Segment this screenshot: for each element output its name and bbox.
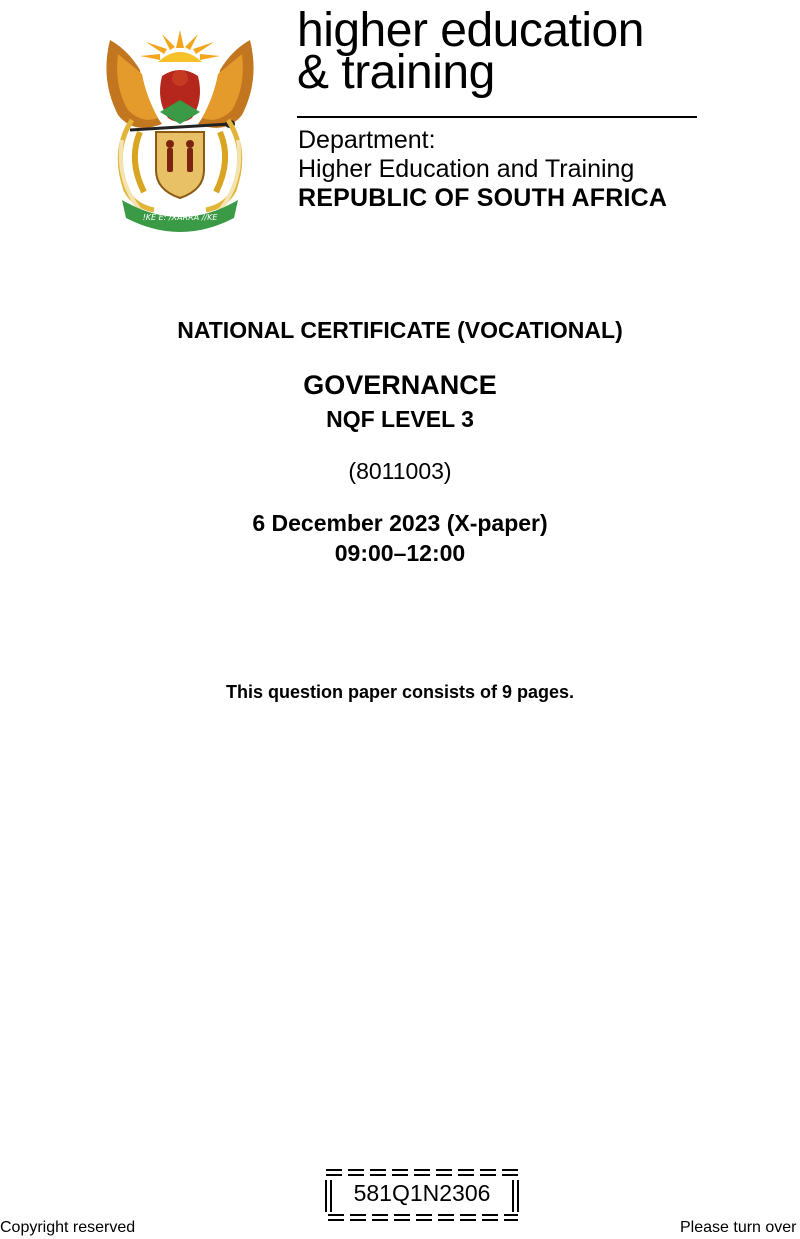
brand-line-2: & training [297, 46, 495, 99]
brand-divider [297, 116, 697, 118]
exam-date: 6 December 2023 (X-paper) [252, 510, 548, 536]
copyright-notice: Copyright reserved [0, 1219, 136, 1236]
department-name: Higher Education and Training [298, 155, 635, 183]
certificate-title: NATIONAL CERTIFICATE (VOCATIONAL) [177, 317, 623, 343]
page-count-note: This question paper consists of 9 pages. [225, 682, 575, 702]
nqf-level: NQF LEVEL 3 [326, 406, 474, 432]
turn-over-note: Please turn over [680, 1219, 797, 1236]
brand-wordmark [297, 4, 644, 99]
crest-motto: !KE E: /XARRA //KE [142, 213, 218, 222]
department-label: Department: [298, 126, 436, 154]
coat-of-arms-logo [100, 20, 260, 232]
paper-code: 581Q1N2306 [353, 1180, 491, 1206]
exam-time: 09:00–12:00 [334, 540, 466, 566]
republic-name: REPUBLIC OF SOUTH AFRICA [298, 184, 668, 212]
brand-line-1: higher education [297, 4, 644, 57]
subject-code: (8011003) [348, 458, 452, 484]
subject-title: GOVERNANCE [303, 370, 497, 400]
